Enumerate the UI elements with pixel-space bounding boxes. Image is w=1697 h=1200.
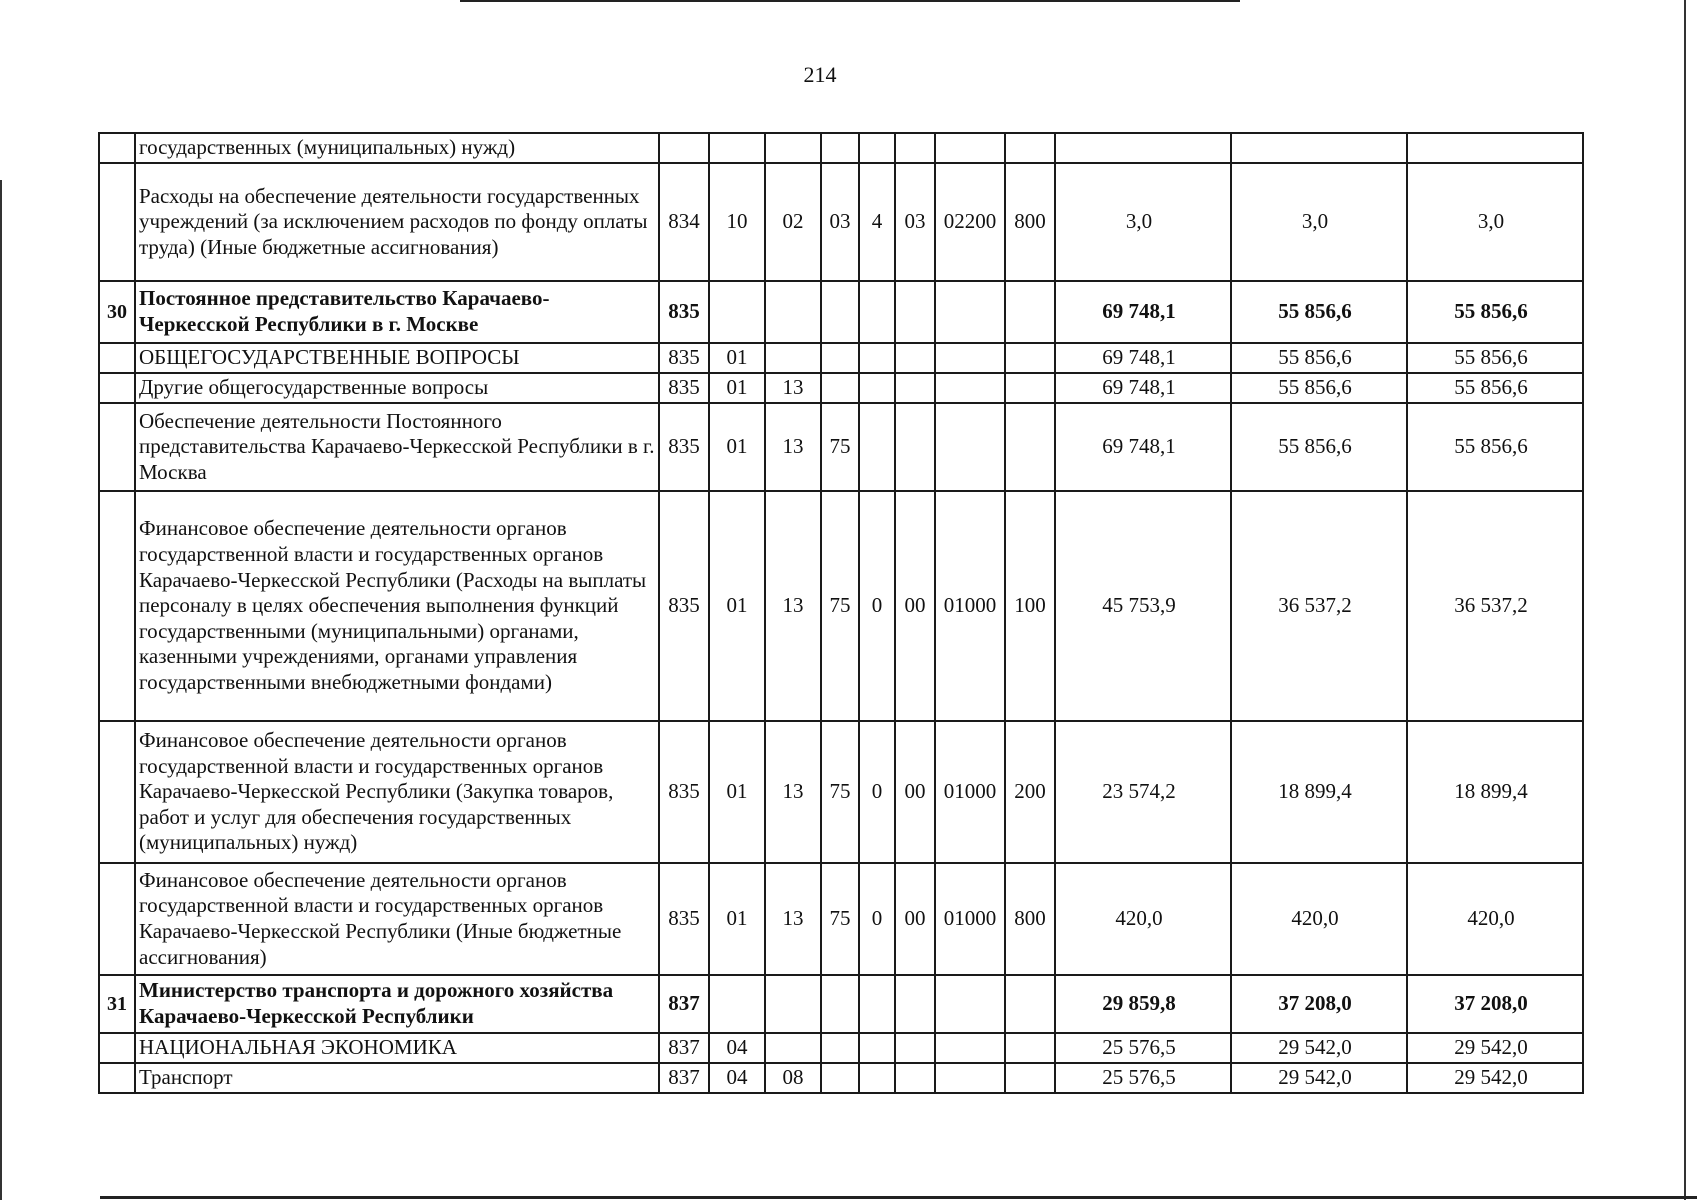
code-section: 01 — [709, 491, 765, 721]
code-section: 10 — [709, 163, 765, 281]
amount-2: 3,0 — [1231, 163, 1407, 281]
amount-1: 69 748,1 — [1055, 281, 1231, 343]
code-direction — [935, 133, 1005, 163]
code-subprogram: 0 — [859, 721, 895, 863]
code-program — [821, 281, 859, 343]
amount-3: 18 899,4 — [1407, 721, 1583, 863]
amount-1: 69 748,1 — [1055, 403, 1231, 491]
code-expense-type — [1005, 1063, 1055, 1093]
code-expense-type: 800 — [1005, 163, 1055, 281]
code-expense-type — [1005, 1033, 1055, 1063]
code-subprogram: 4 — [859, 163, 895, 281]
code-admin: 835 — [659, 863, 709, 975]
amount-1: 25 576,5 — [1055, 1033, 1231, 1063]
amount-2: 37 208,0 — [1231, 975, 1407, 1033]
code-event — [895, 403, 935, 491]
amount-1: 69 748,1 — [1055, 373, 1231, 403]
amount-2: 55 856,6 — [1231, 403, 1407, 491]
code-direction — [935, 343, 1005, 373]
code-event — [895, 1063, 935, 1093]
row-name: Обеспечение деятельности Постоянного представительства Карачаево-Черкесской Республики в г. Москва — [135, 403, 659, 491]
row-name: Расходы на обеспечение деятельности государственных учреждений (за исключением расходов по фонду оплаты труда) (Иные бюджетные ассигнования) — [135, 163, 659, 281]
code-admin: 835 — [659, 373, 709, 403]
amount-2: 420,0 — [1231, 863, 1407, 975]
amount-2: 18 899,4 — [1231, 721, 1407, 863]
code-section — [709, 281, 765, 343]
table-row — [99, 1033, 1583, 1063]
amount-1: 45 753,9 — [1055, 491, 1231, 721]
row-number — [99, 403, 135, 491]
amount-1: 25 576,5 — [1055, 1063, 1231, 1093]
table-row — [99, 491, 1583, 721]
code-subprogram — [859, 975, 895, 1033]
code-expense-type: 200 — [1005, 721, 1055, 863]
amount-3: 420,0 — [1407, 863, 1583, 975]
code-expense-type — [1005, 373, 1055, 403]
row-name: Финансовое обеспечение деятельности органов государственной власти и государственных органов Карачаево-Черкесской Республики (Закупка товаров, работ и услуг для обеспечения государственных (муниципальных) нужд) — [135, 721, 659, 863]
code-subprogram — [859, 1033, 895, 1063]
row-name: Транспорт — [135, 1063, 659, 1093]
code-section: 01 — [709, 863, 765, 975]
row-number: 30 — [99, 281, 135, 343]
row-number — [99, 343, 135, 373]
code-program: 75 — [821, 403, 859, 491]
code-expense-type — [1005, 343, 1055, 373]
code-expense-type — [1005, 975, 1055, 1033]
code-section — [709, 975, 765, 1033]
row-name: Постоянное представительство Карачаево-Черкесской Республики в г. Москве — [135, 281, 659, 343]
code-admin: 837 — [659, 1033, 709, 1063]
code-direction — [935, 1033, 1005, 1063]
code-subprogram — [859, 1063, 895, 1093]
code-section: 04 — [709, 1033, 765, 1063]
code-direction — [935, 1063, 1005, 1093]
code-admin: 835 — [659, 721, 709, 863]
table-row — [99, 163, 1583, 281]
code-program: 75 — [821, 721, 859, 863]
code-direction: 01000 — [935, 721, 1005, 863]
code-admin: 835 — [659, 491, 709, 721]
row-name: государственных (муниципальных) нужд) — [135, 133, 659, 163]
code-expense-type: 100 — [1005, 491, 1055, 721]
amount-2: 55 856,6 — [1231, 373, 1407, 403]
row-name: ОБЩЕГОСУДАРСТВЕННЫЕ ВОПРОСЫ — [135, 343, 659, 373]
row-number — [99, 491, 135, 721]
code-section: 01 — [709, 721, 765, 863]
amount-3: 29 542,0 — [1407, 1033, 1583, 1063]
row-name: Финансовое обеспечение деятельности органов государственной власти и государственных органов Карачаево-Черкесской Республики (Иные бюджетные ассигнования) — [135, 863, 659, 975]
table-row — [99, 133, 1583, 163]
amount-1: 3,0 — [1055, 163, 1231, 281]
table-row — [99, 975, 1583, 1033]
code-admin: 837 — [659, 975, 709, 1033]
code-subsection: 13 — [765, 721, 821, 863]
scan-edge-right — [1684, 0, 1686, 1200]
amount-3: 55 856,6 — [1407, 373, 1583, 403]
table-row — [99, 863, 1583, 975]
amount-3: 3,0 — [1407, 163, 1583, 281]
code-program — [821, 1063, 859, 1093]
scan-edge-bottom — [100, 1196, 1697, 1199]
row-name: НАЦИОНАЛЬНАЯ ЭКОНОМИКА — [135, 1033, 659, 1063]
code-event: 03 — [895, 163, 935, 281]
amount-3: 55 856,6 — [1407, 343, 1583, 373]
amount-2: 29 542,0 — [1231, 1033, 1407, 1063]
code-subsection — [765, 343, 821, 373]
code-direction — [935, 403, 1005, 491]
code-direction: 01000 — [935, 491, 1005, 721]
row-number — [99, 373, 135, 403]
code-subsection: 13 — [765, 491, 821, 721]
row-name: Финансовое обеспечение деятельности органов государственной власти и государственных органов Карачаево-Черкесской Республики (Расходы на выплаты персоналу в целях обеспечения выполнения функций государственными (муниципальными) органами, казенными учреждениями, органами управления государственными внебюджетными фондами) — [135, 491, 659, 721]
code-event — [895, 373, 935, 403]
code-subsection: 13 — [765, 373, 821, 403]
code-program: 75 — [821, 491, 859, 721]
row-number — [99, 133, 135, 163]
table-row — [99, 1063, 1583, 1093]
table-row — [99, 373, 1583, 403]
code-subsection — [765, 281, 821, 343]
row-number — [99, 863, 135, 975]
amount-1 — [1055, 133, 1231, 163]
code-subsection — [765, 133, 821, 163]
amount-3: 29 542,0 — [1407, 1063, 1583, 1093]
code-subsection: 13 — [765, 403, 821, 491]
code-subprogram — [859, 373, 895, 403]
amount-3: 55 856,6 — [1407, 281, 1583, 343]
row-number — [99, 1033, 135, 1063]
page-number: 214 — [803, 62, 837, 87]
code-program — [821, 133, 859, 163]
code-admin: 835 — [659, 281, 709, 343]
code-subprogram — [859, 403, 895, 491]
code-program — [821, 343, 859, 373]
code-section: 01 — [709, 343, 765, 373]
table-row — [99, 281, 1583, 343]
code-subsection — [765, 1033, 821, 1063]
scan-edge-top — [460, 0, 1240, 2]
code-event — [895, 1033, 935, 1063]
code-event — [895, 133, 935, 163]
code-subprogram — [859, 343, 895, 373]
code-direction: 01000 — [935, 863, 1005, 975]
table-row — [99, 343, 1583, 373]
code-direction — [935, 975, 1005, 1033]
code-program — [821, 975, 859, 1033]
amount-2: 55 856,6 — [1231, 343, 1407, 373]
code-event — [895, 343, 935, 373]
table-row — [99, 721, 1583, 863]
row-number — [99, 1063, 135, 1093]
code-subprogram — [859, 281, 895, 343]
row-number: 31 — [99, 975, 135, 1033]
table-row — [99, 403, 1583, 491]
amount-2 — [1231, 133, 1407, 163]
code-subsection: 02 — [765, 163, 821, 281]
amount-2: 55 856,6 — [1231, 281, 1407, 343]
code-expense-type — [1005, 133, 1055, 163]
code-section: 04 — [709, 1063, 765, 1093]
budget-table — [98, 132, 1584, 1094]
amount-1: 23 574,2 — [1055, 721, 1231, 863]
code-subprogram: 0 — [859, 491, 895, 721]
code-event: 00 — [895, 863, 935, 975]
code-subsection: 08 — [765, 1063, 821, 1093]
amount-1: 29 859,8 — [1055, 975, 1231, 1033]
amount-2: 29 542,0 — [1231, 1063, 1407, 1093]
amount-1: 69 748,1 — [1055, 343, 1231, 373]
row-number — [99, 163, 135, 281]
code-program: 75 — [821, 863, 859, 975]
code-section: 01 — [709, 373, 765, 403]
code-event: 00 — [895, 721, 935, 863]
amount-3: 55 856,6 — [1407, 403, 1583, 491]
amount-3 — [1407, 133, 1583, 163]
amount-3: 37 208,0 — [1407, 975, 1583, 1033]
code-event: 00 — [895, 491, 935, 721]
code-direction — [935, 281, 1005, 343]
code-section — [709, 133, 765, 163]
code-admin — [659, 133, 709, 163]
code-program — [821, 1033, 859, 1063]
amount-3: 36 537,2 — [1407, 491, 1583, 721]
code-subsection: 13 — [765, 863, 821, 975]
code-section: 01 — [709, 403, 765, 491]
row-name: Другие общегосударственные вопросы — [135, 373, 659, 403]
code-subprogram: 0 — [859, 863, 895, 975]
amount-1: 420,0 — [1055, 863, 1231, 975]
code-program: 03 — [821, 163, 859, 281]
code-admin: 835 — [659, 343, 709, 373]
code-direction: 02200 — [935, 163, 1005, 281]
code-expense-type — [1005, 403, 1055, 491]
code-event — [895, 975, 935, 1033]
row-number — [99, 721, 135, 863]
code-program — [821, 373, 859, 403]
scan-edge-left — [0, 180, 2, 1200]
code-subprogram — [859, 133, 895, 163]
code-event — [895, 281, 935, 343]
row-name: Министерство транспорта и дорожного хозяйства Карачаево-Черкесской Республики — [135, 975, 659, 1033]
code-subsection — [765, 975, 821, 1033]
code-direction — [935, 373, 1005, 403]
code-admin: 834 — [659, 163, 709, 281]
code-admin: 837 — [659, 1063, 709, 1093]
code-admin: 835 — [659, 403, 709, 491]
code-expense-type — [1005, 281, 1055, 343]
amount-2: 36 537,2 — [1231, 491, 1407, 721]
code-expense-type: 800 — [1005, 863, 1055, 975]
